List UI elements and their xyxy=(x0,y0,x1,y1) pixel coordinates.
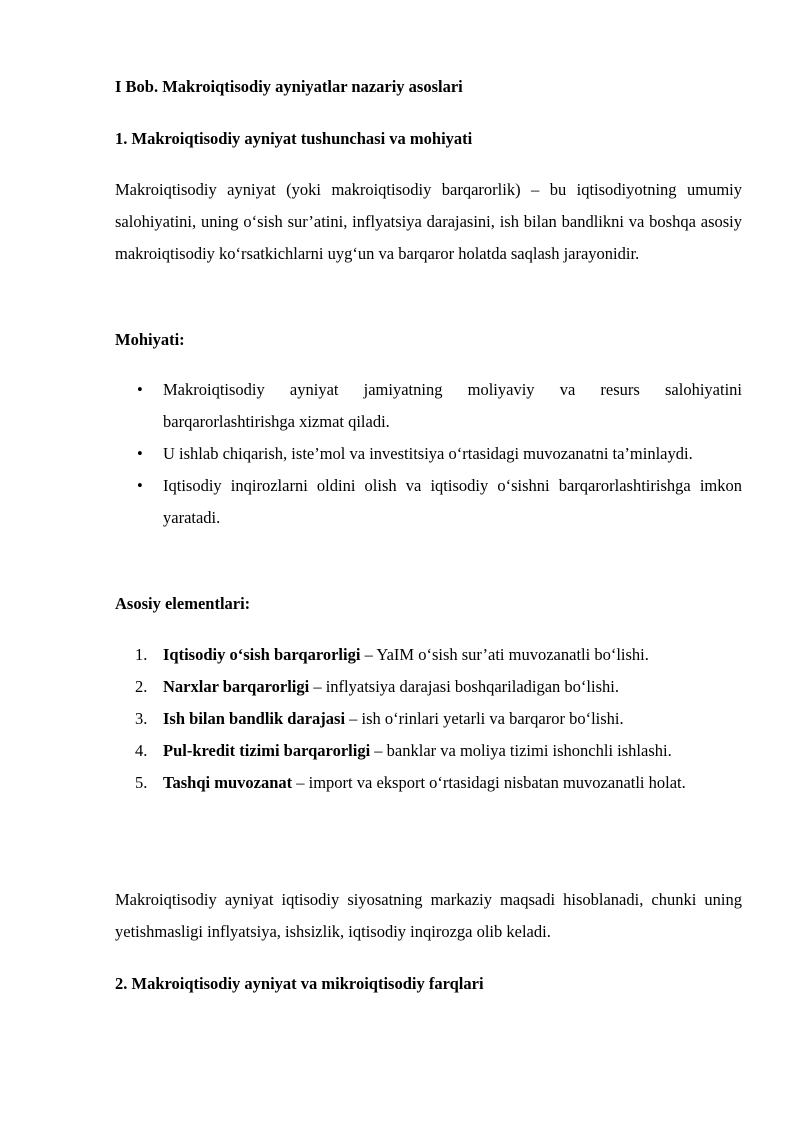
chapter-title: I Bob. Makroiqtisodiy ayniyatlar nazariy asoslari xyxy=(115,77,463,96)
bullet-icon: • xyxy=(137,380,143,399)
list-item xyxy=(115,438,742,470)
item-number: 1. xyxy=(135,645,148,664)
item-desc: – banklar va moliya tizimi ishonchli ishlashi. xyxy=(370,741,672,760)
bullet-icon: • xyxy=(137,476,143,495)
item-number: 3. xyxy=(135,709,148,728)
elements-title: Asosiy elementlari: xyxy=(115,594,251,613)
list-item-text: Makroiqtisodiy ayniyat jamiyatning moliyaviy va resurs salohiyatini barqarorlashtirishga xizmat qiladi. xyxy=(163,380,742,431)
item-desc: – import va eksport o‘rtasidagi nisbatan muvozanatli holat. xyxy=(292,773,686,792)
list-item xyxy=(115,703,742,735)
list-item xyxy=(115,374,742,438)
item-number: 4. xyxy=(135,741,148,760)
list-item xyxy=(115,639,742,671)
item-desc: – ish o‘rinlari yetarli va barqaror bo‘lishi. xyxy=(345,709,624,728)
list-item-text: Iqtisodiy inqirozlarni oldini olish va iqtisodiy o‘sishni barqarorlashtirishga imkon yaratadi. xyxy=(163,476,742,527)
list-item xyxy=(115,735,742,767)
elements-list xyxy=(115,639,742,799)
item-desc: – YaIM o‘sish sur’ati muvozanatli bo‘lishi. xyxy=(360,645,649,664)
list-item xyxy=(115,671,742,703)
item-term: Narxlar barqarorligi xyxy=(163,677,310,696)
item-number: 5. xyxy=(135,773,148,792)
item-term: Pul-kredit tizimi barqarorligi xyxy=(163,741,371,760)
essence-title: Mohiyati: xyxy=(115,330,185,349)
intro-paragraph: Makroiqtisodiy ayniyat (yoki makroiqtisodiy barqarorlik) – bu iqtisodiyotning umumiy salohiyatini, uning o‘sish sur’atini, inflyatsiya darajasini, ish bilan bandlikni va boshqa asosiy makroiqtisodiy ko‘rsatkichlarni uyg‘un va barqaror holatda saqlash jarayonidir. xyxy=(115,180,742,263)
section-1-title: 1. Makroiqtisodiy ayniyat tushunchasi va mohiyati xyxy=(115,129,473,148)
closing-paragraph: Makroiqtisodiy ayniyat iqtisodiy siyosatning markaziy maqsadi hisoblanadi, chunki uning yetishmasligi inflyatsiya, ishsizlik, iqtisodiy inqirozga olib keladi. xyxy=(115,890,742,941)
item-term: Iqtisodiy o‘sish barqarorligi xyxy=(163,645,361,664)
essence-list xyxy=(115,374,742,534)
list-item xyxy=(115,767,742,799)
item-number: 2. xyxy=(135,677,148,696)
list-item-text: U ishlab chiqarish, iste’mol va investitsiya o‘rtasidagi muvozanatni ta’minlaydi. xyxy=(163,444,693,463)
item-term: Ish bilan bandlik darajasi xyxy=(163,709,346,728)
section-2-title: 2. Makroiqtisodiy ayniyat va mikroiqtisodiy farqlari xyxy=(115,974,484,993)
item-term: Tashqi muvozanat xyxy=(163,773,293,792)
list-item xyxy=(115,470,742,534)
item-desc: – inflyatsiya darajasi boshqariladigan bo‘lishi. xyxy=(309,677,619,696)
bullet-icon: • xyxy=(137,444,143,463)
